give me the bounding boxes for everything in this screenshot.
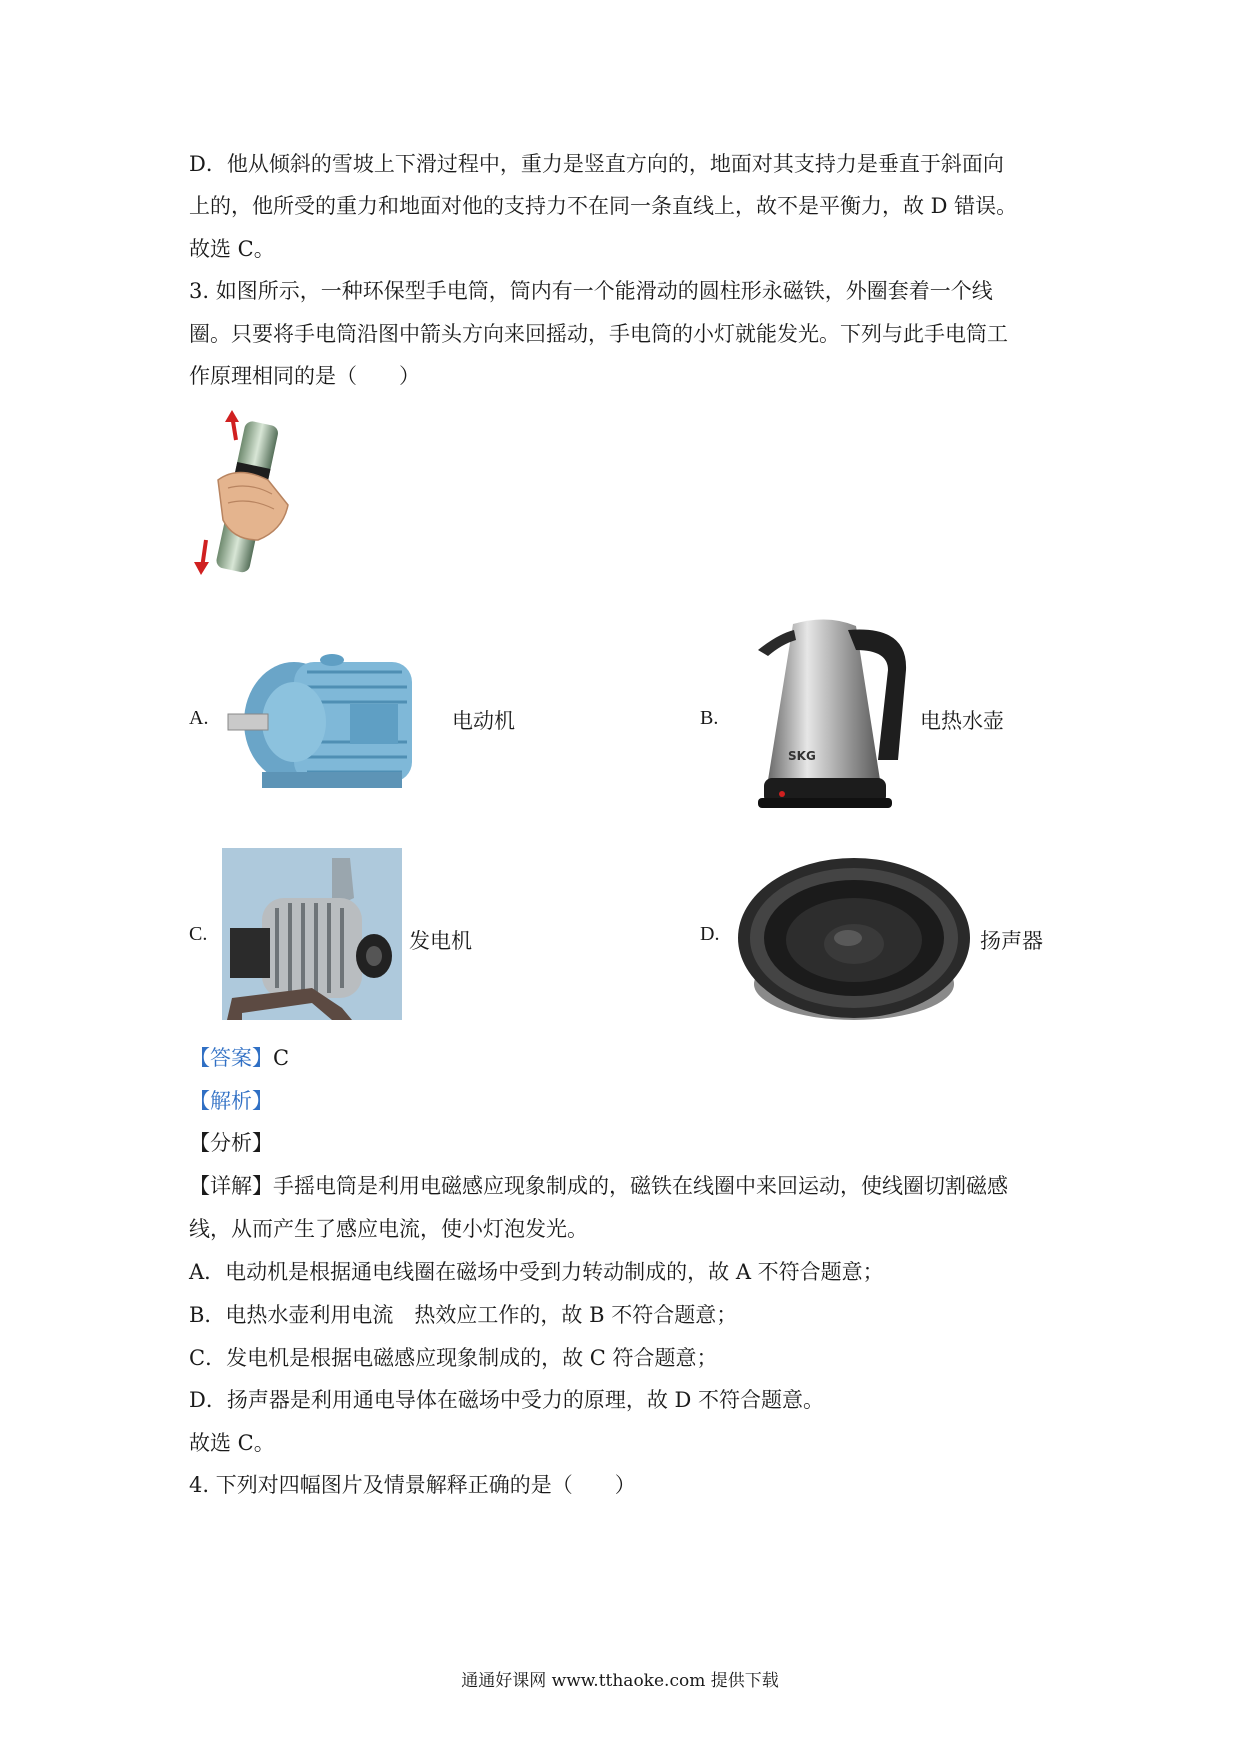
electric-kettle-image [738, 610, 908, 820]
detail-line: 线，从而产生了感应电流，使小灯泡发光。 [189, 1217, 588, 1241]
text-line: D．他从倾斜的雪坡上下滑过程中，重力是竖直方向的，地面对其支持力是垂直于斜面向 [189, 152, 1004, 176]
question-4-line: 4. 下列对四幅图片及情景解释正确的是（ ） [189, 1473, 636, 1497]
option-d-label: 扬声器 [980, 929, 1043, 953]
shake-flashlight-image [188, 410, 308, 585]
detail-line: C．发电机是根据电磁感应现象制成的，故 C 符合题意； [189, 1346, 718, 1370]
page-footer: 通通好课网 www.tthaoke.com 提供下载 [461, 1671, 779, 1691]
fenxi-label: 【分析】 [189, 1131, 273, 1155]
option-b-label: 电热水壶 [920, 709, 1004, 733]
detail-text: 手摇电筒是利用电磁感应现象制成的，磁铁在线圈中来回运动，使线圈切割磁感 [273, 1174, 1008, 1198]
option-c-label: 发电机 [409, 929, 472, 953]
detail-line: B．电热水壶利用电流 热效应工作的，故 B 不符合题意； [189, 1303, 738, 1327]
question-3-line: 作原理相同的是（ ） [189, 364, 420, 388]
generator-image [222, 848, 402, 1020]
option-a-letter: A. [189, 707, 209, 729]
option-b-letter: B. [700, 707, 719, 729]
detail-line [189, 1172, 1008, 1200]
answer-value: C [273, 1046, 290, 1070]
svg-text:SKG: SKG [788, 749, 816, 763]
option-d-letter: D. [700, 923, 720, 945]
answer-label: 【答案】 [189, 1046, 273, 1070]
question-3-line: 3. 如图所示，一种环保型手电筒，筒内有一个能滑动的圆柱形永磁铁，外圈套着一个线 [189, 279, 993, 303]
question-3-line: 圈。只要将手电筒沿图中箭头方向来回摇动，手电筒的小灯就能发光。下列与此手电筒工 [189, 322, 1008, 346]
text-line: 上的，他所受的重力和地面对他的支持力不在同一条直线上，故不是平衡力，故 D 错误。 [189, 194, 1018, 218]
electric-motor-image [222, 632, 440, 800]
detail-line: D．扬声器是利用通电导体在磁场中受力的原理，故 D 不符合题意。 [189, 1388, 825, 1412]
analysis-label: 【解析】 [189, 1089, 273, 1113]
detail-label: 【详解】 [189, 1174, 273, 1198]
answer-line [189, 1044, 289, 1072]
loudspeaker-image [738, 858, 970, 1026]
option-a-label: 电动机 [452, 709, 515, 733]
option-c-letter: C. [189, 923, 208, 945]
detail-line: A．电动机是根据通电线圈在磁场中受到力转动制成的，故 A 不符合题意； [189, 1260, 884, 1284]
text-line: 故选 C。 [189, 237, 275, 261]
detail-line: 故选 C。 [189, 1431, 275, 1455]
